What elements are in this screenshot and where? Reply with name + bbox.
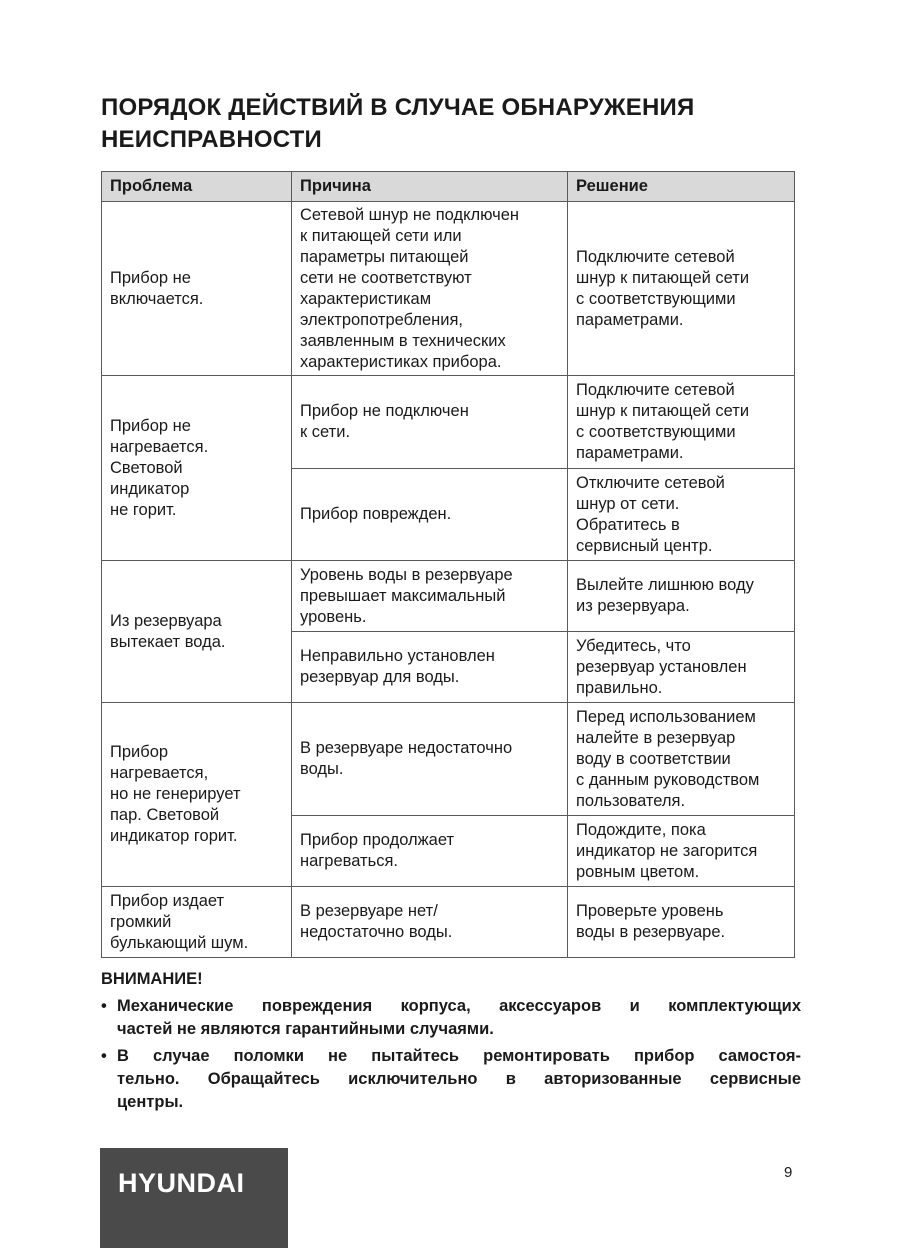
table-row [102,202,795,376]
attention-bullet [101,1045,801,1114]
problem-cell: Прибор нагревается, но не генерирует пар. Световой индикатор горит. [102,703,292,887]
problem-cell: Прибор издает громкий булькающий шум. [102,887,292,958]
bullet-line: частей не являются гарантийными случаями. [117,1020,494,1038]
table-header-row [102,172,795,202]
solution-cell: Убедитесь, что резервуар установлен правильно. [568,632,795,703]
solution-cell: Подключите сетевой шнур к питающей сети с соответствующими параметрами. [568,202,795,376]
cause-cell: Сетевой шнур не подключен к питающей сети или параметры питающей сети не соответствуют характеристикам электропотребления, заявленным в технических характеристиках прибора. [292,202,568,376]
header-problem: Проблема [102,172,292,202]
header-solution: Решение [568,172,795,202]
page-number: 9 [784,1164,793,1181]
cause-cell: Прибор не подключен к сети. [292,376,568,469]
bullet-line: тельно. Обращайтесь исключительно в авторизованные сервисные [117,1070,801,1088]
bullet-line: Механические повреждения корпуса, аксессуаров и комплектующих [117,997,801,1015]
table-row [102,376,795,469]
attention-title: ВНИМАНИЕ! [101,970,203,988]
brand-logo-text: HYUNDAI [118,1168,245,1198]
table-row [102,561,795,632]
cause-cell: Неправильно установлен резервуар для воды. [292,632,568,703]
troubleshooting-table [101,171,795,958]
table-row [102,703,795,816]
cause-cell: Прибор поврежден. [292,469,568,561]
solution-cell: Вылейте лишнюю воду из резервуара. [568,561,795,632]
solution-cell: Подождите, пока индикатор не загорится ровным цветом. [568,816,795,887]
problem-cell: Из резервуара вытекает вода. [102,561,292,703]
bullet-line: В случае поломки не пытайтесь ремонтировать прибор самостоя- [117,1047,801,1065]
page-title [101,92,801,156]
brand-logo [100,1148,288,1248]
solution-cell: Отключите сетевой шнур от сети. Обратитесь в сервисный центр. [568,469,795,561]
bullet-dot: • [101,997,107,1015]
header-cause: Причина [292,172,568,202]
bullet-dot: • [101,1047,107,1065]
cause-cell: В резервуаре недостаточно воды. [292,703,568,816]
solution-cell: Проверьте уровень воды в резервуаре. [568,887,795,958]
cause-cell: Прибор продолжает нагреваться. [292,816,568,887]
attention-section [101,968,801,1118]
attention-bullet [101,995,801,1041]
problem-cell: Прибор не нагревается. Световой индикатор не горит. [102,376,292,561]
page-title-line-1: ПОРЯДОК ДЕЙСТВИЙ В СЛУЧАЕ ОБНАРУЖЕНИЯ [101,94,695,121]
cause-cell: В резервуаре нет/ недостаточно воды. [292,887,568,958]
cause-cell: Уровень воды в резервуаре превышает максимальный уровень. [292,561,568,632]
page-title-line-2: НЕИСПРАВНОСТИ [101,126,322,153]
solution-cell: Перед использованием налейте в резервуар воду в соответствии с данным руководством пользователя. [568,703,795,816]
table-row [102,887,795,958]
bullet-line: центры. [117,1093,184,1111]
problem-cell: Прибор не включается. [102,202,292,376]
solution-cell: Подключите сетевой шнур к питающей сети с соответствующими параметрами. [568,376,795,469]
